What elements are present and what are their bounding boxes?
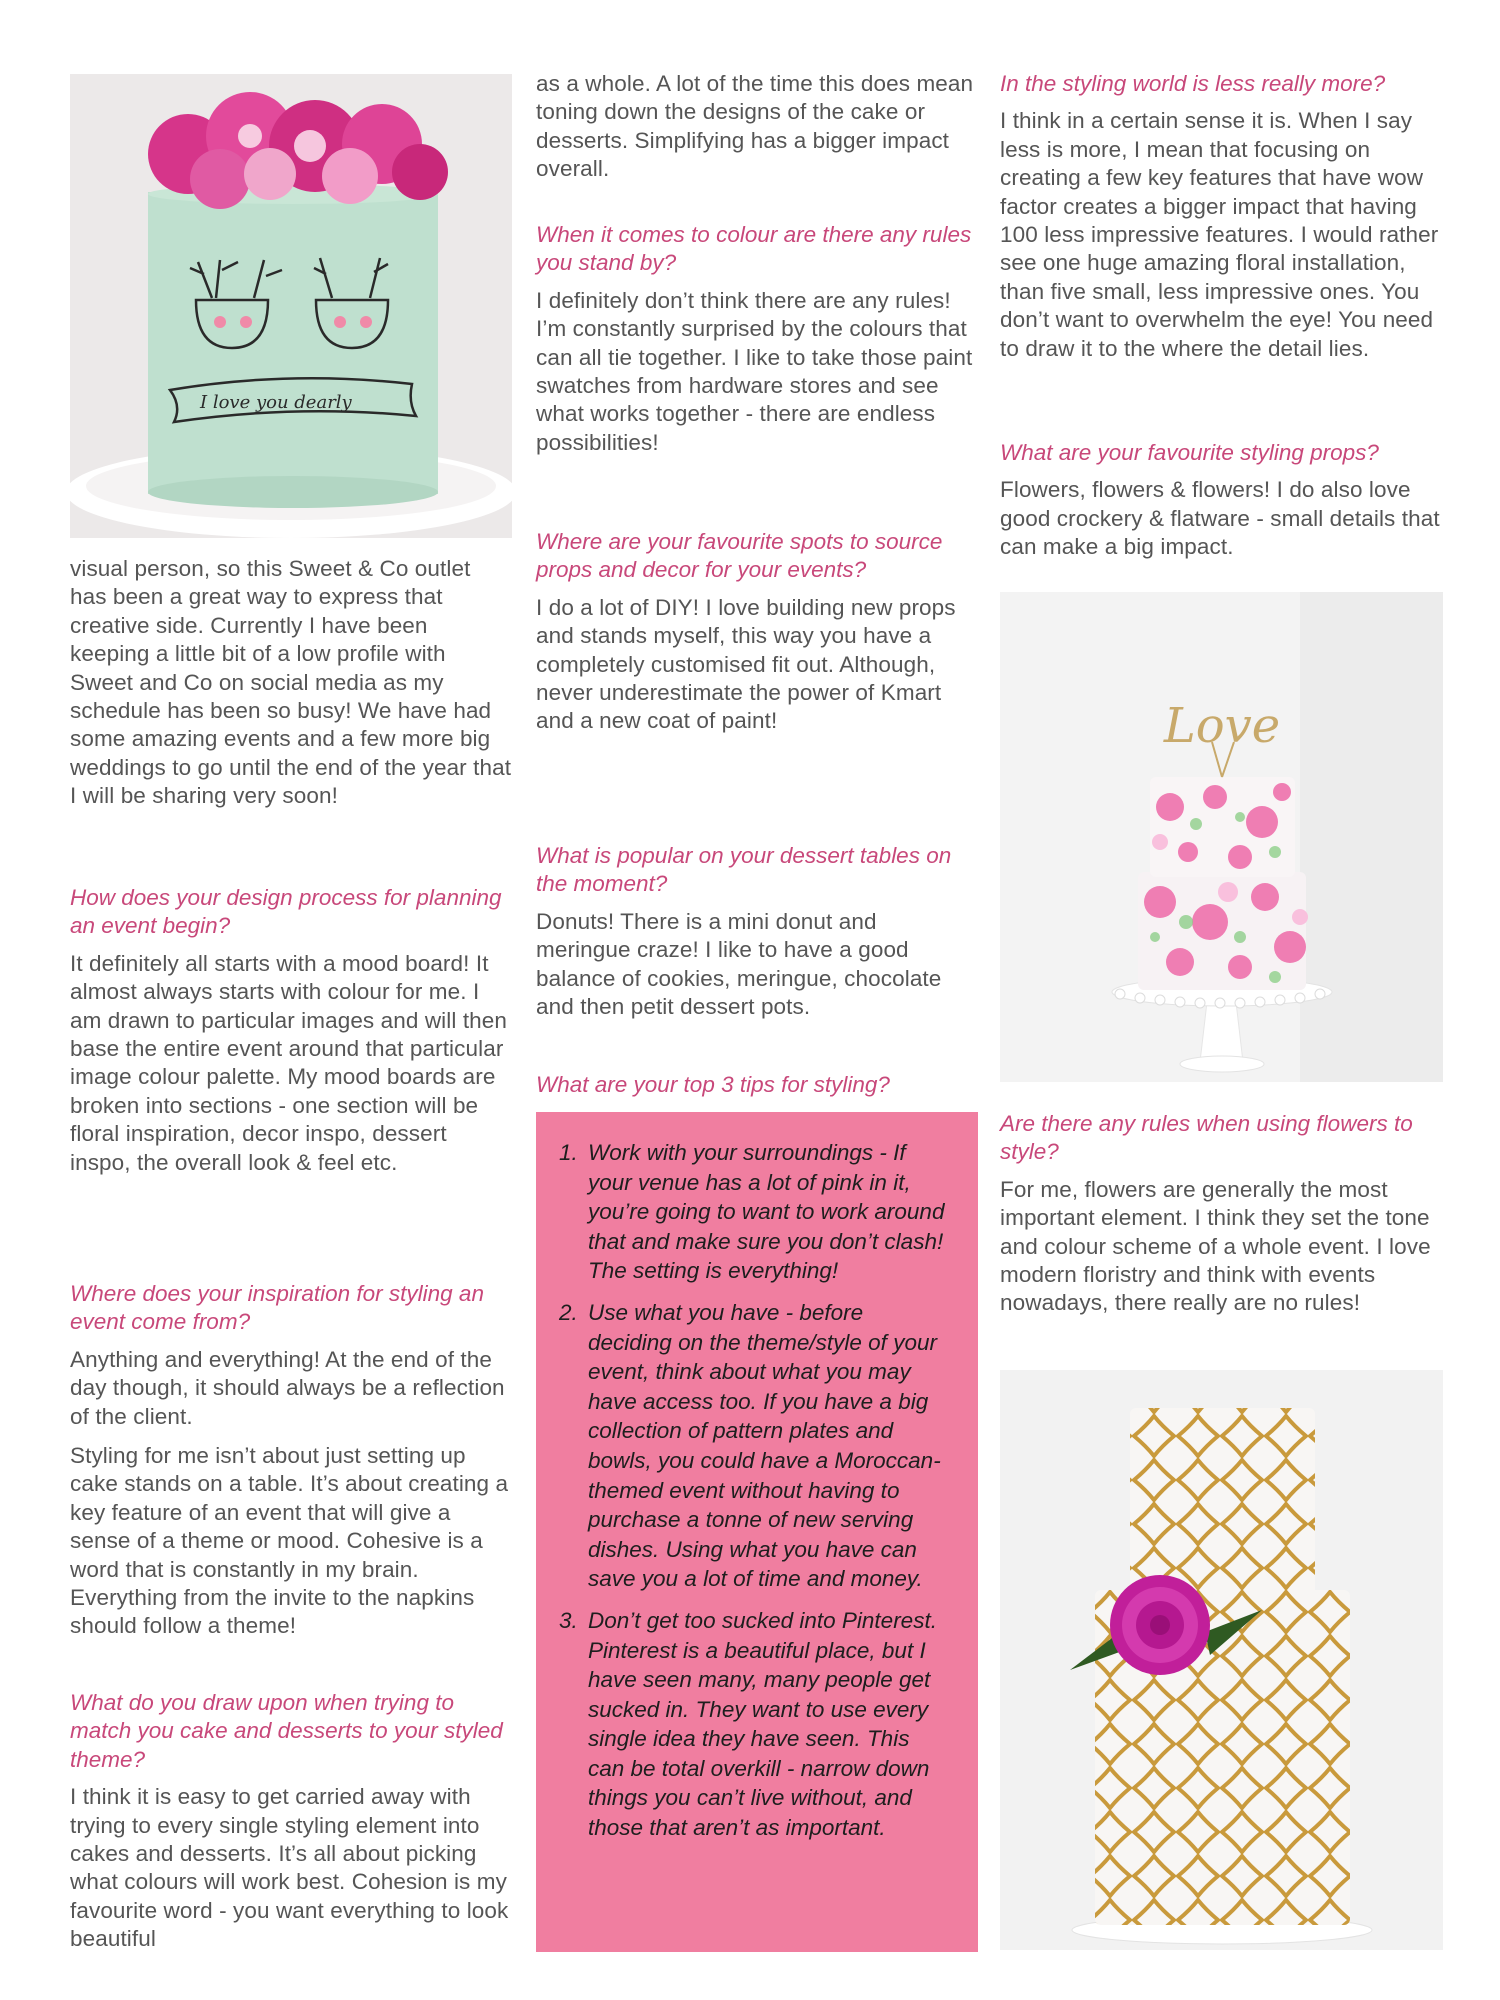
question-popular-desserts: What is popular on your dessert tables on the moment?	[536, 843, 952, 897]
answer-flower-rules: For me, flowers are generally the most important element. I think they set the tone and colour scheme of a whole event. I love modern floristry and think with events nowadays, there really are no rules!	[1000, 1176, 1431, 1316]
answer-favourite-props: Flowers, flowers & flowers! I do also love good crockery & flatware - small details that can make a big impact.	[1000, 477, 1440, 560]
question-design-process: How does your design process for planning an event begin?	[70, 885, 502, 939]
gold-lattice-cake-photo	[1000, 1370, 1443, 1950]
qa-source-props	[536, 528, 976, 736]
floral-cake-image	[1000, 592, 1443, 1082]
mint-cake-photo	[70, 74, 512, 538]
cake-topper-text: Love	[1163, 698, 1281, 754]
answer-colour-rules: I definitely don’t think there are any rules! I’m constantly surprised by the colours that can all tie together. I like to take those paint swatches from hardware stores and see what works together - there are endless possibilities!	[536, 287, 973, 455]
mint-cake-image	[70, 74, 512, 538]
floral-cake-photo	[1000, 592, 1443, 1082]
answer-popular-desserts: Donuts! There is a mini donut and meringue craze! I like to have a good balance of cookies, meringue, chocolate and then petit dessert pots.	[536, 908, 942, 1020]
qa-favourite-props	[1000, 439, 1443, 562]
qa-flower-rules	[1000, 1110, 1443, 1318]
tips-heading-block	[536, 1071, 976, 1099]
continued-block	[536, 70, 976, 184]
question-match-theme: What do you draw upon when trying to match you cake and desserts to your styled theme?	[70, 1690, 503, 1772]
intro-text: visual person, so this Sweet & Co outlet has been a great way to express that creative side. Currently I have been keeping a little bit of a low profile with Sweet and Co on social media as my schedule has been so busy! We have had some amazing events and a few more big weddings to go until the end of the year that I will be sharing very soon!	[70, 556, 512, 809]
continued-text: as a whole. A lot of the time this does mean toning down the designs of the cake or desserts. Simplifying has a bigger impact overall.	[536, 71, 974, 182]
qa-popular-desserts	[536, 842, 976, 1021]
question-colour-rules: When it comes to colour are there any rules you stand by?	[536, 222, 972, 276]
qa-less-is-more	[1000, 70, 1443, 363]
question-less-is-more: In the styling world is less really more?	[1000, 71, 1386, 96]
qa-design-process	[70, 884, 512, 1177]
question-favourite-props: What are your favourite styling props?	[1000, 440, 1379, 465]
tip-item: 3. Don’t get too sucked into Pinterest. Pinterest is a beautiful place, but I have seen many, many people get sucked in. They want to use every single idea they have seen. This can be total overkill - narrow down things you can’t live without, and those that aren’t as important.	[584, 1606, 950, 1843]
cake-writing: I love you dearly	[200, 392, 352, 413]
question-inspiration: Where does your inspiration for styling an event come from?	[70, 1281, 484, 1335]
tip-item: 2. Use what you have - before deciding on the theme/style of your event, think about what you may have access too. If you have a big collection of pattern plates and bowls, you could have a Moroccan-themed event without having to purchase a tonne of new serving dishes. Using what you have can save you a lot of time and money.	[584, 1298, 950, 1594]
qa-match-theme	[70, 1689, 512, 1954]
answer-source-props: I do a lot of DIY! I love building new props and stands myself, this way you have a completely customised fit out. Although, never underestimate the power of Kmart and a new coat of paint!	[536, 594, 956, 734]
tip-item: 1. Work with your surroundings - If your venue has a lot of pink in it, you’re going to want to work around that and make sure you don’t clash! The setting is everything!	[584, 1138, 950, 1286]
question-source-props: Where are your favourite spots to source props and decor for your events?	[536, 529, 943, 583]
question-flower-rules: Are there any rules when using flowers to style?	[1000, 1111, 1413, 1165]
answer-design-process: It definitely all starts with a mood board! It almost always starts with colour for me. I am drawn to particular images and will then base the entire event around that particular image colour palette. My mood boards are broken into sections - one section will be floral inspiration, decor inspo, dessert inspo, the overall look & feel etc.	[70, 950, 508, 1175]
qa-inspiration	[70, 1280, 512, 1641]
tips-box	[536, 1112, 978, 1952]
answer-inspiration-1: Anything and everything! At the end of the day though, it should always be a reflection of the client.	[70, 1346, 505, 1429]
answer-less-is-more: I think in a certain sense it is. When I say less is more, I mean that focusing on creating a few key features that have wow factor creates a bigger impact that having 100 less impressive features. I would rather see one huge amazing floral installation, than five small, less impressive ones. You don’t want to overwhelm the eye! You need to draw it to the where the detail lies.	[1000, 108, 1439, 361]
question-top-tips: What are your top 3 tips for styling?	[536, 1072, 890, 1097]
tips-list	[536, 1112, 978, 1843]
qa-colour-rules	[536, 221, 976, 457]
answer-match-theme: I think it is easy to get carried away with trying to every single styling element into cakes and desserts. It’s all about picking what colours will work best. Cohesion is my favourite word - you want everything to look beautiful	[70, 1784, 509, 1952]
answer-inspiration-2: Styling for me isn’t about just setting up cake stands on a table. It’s about creating a key feature of an event that will give a sense of a theme or mood. Cohesive is a word that is constantly in my brain. Everything from the invite to the napkins should follow a theme!	[70, 1443, 509, 1639]
gold-lattice-cake-image	[1000, 1370, 1443, 1950]
intro-block	[70, 555, 512, 811]
